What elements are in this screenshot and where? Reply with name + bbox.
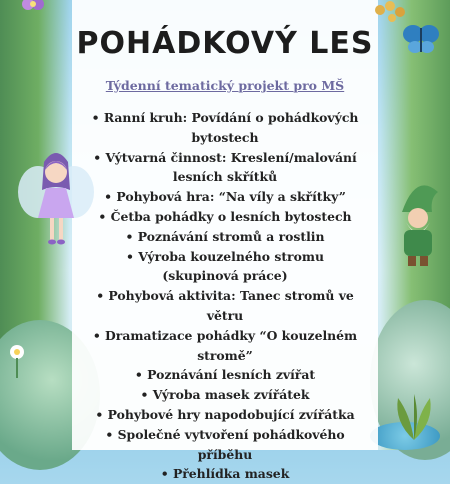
- flower-icon: [18, 0, 48, 18]
- list-item: • Četba pohádky o lesních bytostech: [98, 208, 352, 224]
- page-subtitle: Týdenní tematický projekt pro MŠ: [105, 78, 345, 93]
- list-item: • Ranní kruh: Povídání o pohádkových: [91, 110, 359, 125]
- list-item: • Pohybová hra: “Na víly a skřítky”: [104, 189, 346, 205]
- list-item: • Poznávání stromů a rostlin: [125, 228, 325, 244]
- list-item: • Dramatizace pohádky “O kouzelném: [92, 327, 358, 343]
- activity-list: [84, 108, 366, 484]
- list-item: • Přehlídka masek: [160, 466, 290, 482]
- list-item: bytostech: [191, 129, 259, 145]
- gnome-icon: [388, 172, 448, 272]
- list-item: • Výroba masek zvířátek: [140, 387, 310, 403]
- berries-icon: [372, 0, 412, 30]
- list-item: • Výroba kouzelného stromu: [126, 248, 324, 264]
- list-item: stromě”: [197, 347, 253, 363]
- fairy-icon: [16, 142, 96, 252]
- flower-icon: [2, 340, 32, 380]
- list-item: • Společné vytvoření pohádkového příběhu: [105, 426, 345, 462]
- list-item: (skupinová práce): [162, 268, 288, 284]
- page-title: POHÁDKOVÝ LES: [76, 26, 374, 61]
- list-item: lesních skřítků: [172, 169, 278, 185]
- list-item: • Pohybová aktivita: Tanec stromů ve větru: [96, 288, 354, 323]
- list-item: • Poznávání lesních zvířat: [134, 367, 316, 383]
- list-item: • Výtvarná činnost: Kreslení/malování: [93, 149, 357, 165]
- plant-icon: [384, 392, 444, 442]
- list-item: • Pohybové hry napodobující zvířátka: [95, 406, 355, 422]
